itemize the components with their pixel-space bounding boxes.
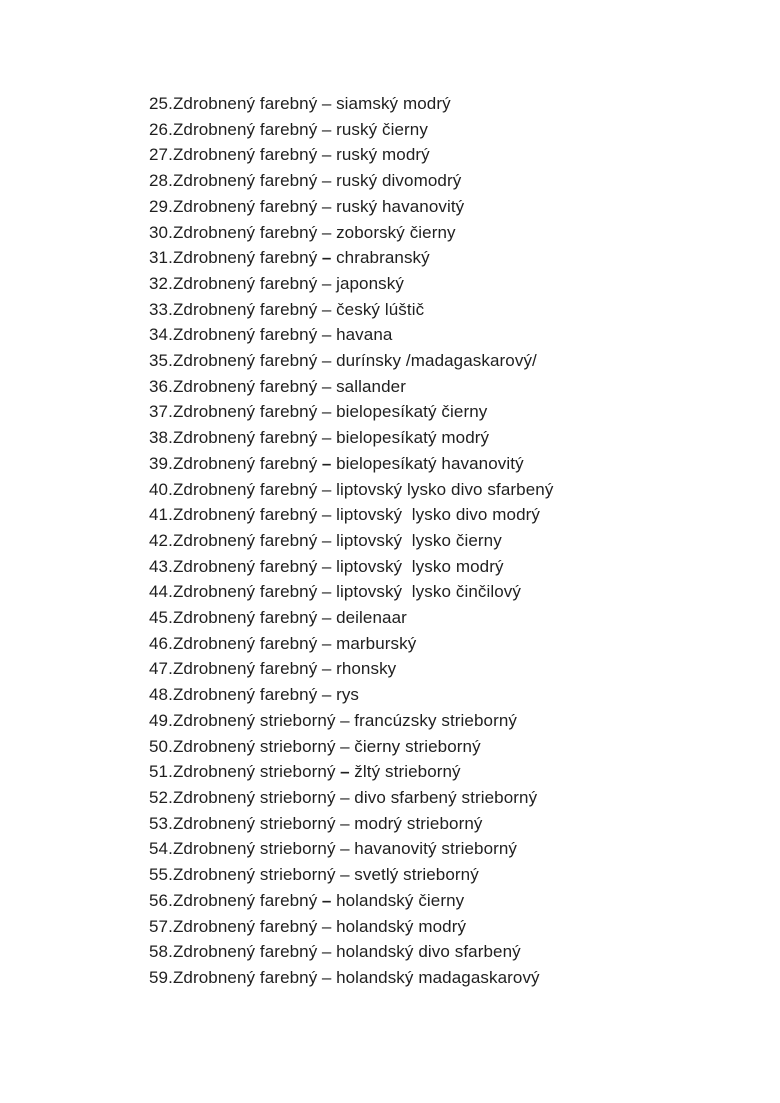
item-number: 50. <box>149 736 173 756</box>
list-item <box>149 271 553 297</box>
item-number: 49. <box>149 710 173 730</box>
item-number: 46. <box>149 633 173 653</box>
item-variant-name: rhonsky <box>336 659 397 679</box>
list-item <box>149 965 553 991</box>
item-dash-separator: – <box>321 376 332 396</box>
item-dash-separator: – <box>321 890 332 910</box>
item-dash-separator: – <box>321 273 332 293</box>
list-item <box>149 502 553 528</box>
item-variant-name: žltý strieborný <box>354 762 461 782</box>
item-number: 36. <box>149 376 173 396</box>
list-item <box>149 836 553 862</box>
item-group-label: Zdrobnený farebný <box>172 633 318 653</box>
item-variant-name: liptovský lysko činčilový <box>336 582 521 602</box>
item-group-label: Zdrobnený farebný <box>172 428 318 448</box>
list-item <box>149 528 553 554</box>
item-number: 43. <box>149 556 173 576</box>
list-item <box>149 374 553 400</box>
item-variant-name: holandský divo sfarbený <box>336 942 521 962</box>
item-variant-name: havanovitý strieborný <box>354 839 518 859</box>
item-group-label: Zdrobnený strieborný <box>172 736 336 756</box>
list-item <box>149 888 553 914</box>
item-number: 40. <box>149 479 173 499</box>
item-variant-name: ruský havanovitý <box>336 196 465 216</box>
item-dash-separator: – <box>321 633 332 653</box>
list-item <box>149 579 553 605</box>
item-number: 54. <box>149 839 173 859</box>
item-number: 25. <box>149 94 173 113</box>
item-dash-separator: – <box>321 325 332 345</box>
item-variant-name: japonský <box>336 273 404 293</box>
list-item <box>149 682 553 708</box>
item-number: 44. <box>149 582 173 602</box>
item-dash-separator: – <box>321 299 332 319</box>
item-number: 31. <box>149 248 173 268</box>
item-number: 41. <box>149 505 173 525</box>
list-item <box>149 631 553 657</box>
item-variant-name: český lúštič <box>336 299 425 319</box>
list-item <box>149 477 553 503</box>
item-dash-separator: – <box>321 428 332 448</box>
item-group-label: Zdrobnený farebný <box>172 351 318 371</box>
item-variant-name: liptovský lysko modrý <box>336 556 504 576</box>
item-group-label: Zdrobnený farebný <box>172 171 318 191</box>
item-variant-name: liptovský lysko divo sfarbený <box>336 479 554 499</box>
list-item <box>149 220 553 246</box>
item-dash-separator: – <box>321 942 332 962</box>
item-number: 28. <box>149 171 173 191</box>
item-variant-name: modrý strieborný <box>354 813 483 833</box>
list-item <box>149 811 553 837</box>
item-dash-separator: – <box>321 453 332 473</box>
item-group-label: Zdrobnený strieborný <box>172 710 336 730</box>
item-variant-name: chrabranský <box>336 248 430 268</box>
item-dash-separator: – <box>321 402 332 422</box>
list-item <box>149 168 553 194</box>
list-item <box>149 348 553 374</box>
item-number: 34. <box>149 325 173 345</box>
item-group-label: Zdrobnený farebný <box>172 505 318 525</box>
list-item <box>149 939 553 965</box>
item-group-label: Zdrobnený farebný <box>172 453 318 473</box>
list-item <box>149 194 553 220</box>
item-variant-name: ruský modrý <box>336 145 430 165</box>
list-item <box>149 759 553 785</box>
item-variant-name: ruský divomodrý <box>336 171 462 191</box>
item-group-label: Zdrobnený farebný <box>172 942 318 962</box>
item-dash-separator: – <box>340 736 350 756</box>
item-number: 58. <box>149 942 173 962</box>
item-variant-name: bielopesíkatý modrý <box>336 428 490 448</box>
item-group-label: Zdrobnený strieborný <box>172 762 336 782</box>
item-group-label: Zdrobnený farebný <box>172 94 318 113</box>
item-group-label: Zdrobnený strieborný <box>172 813 336 833</box>
list-item <box>149 656 553 682</box>
item-variant-name: marburský <box>336 633 417 653</box>
item-group-label: Zdrobnený farebný <box>172 145 318 165</box>
item-group-label: Zdrobnený farebný <box>172 967 318 987</box>
item-variant-name: liptovský lysko divo modrý <box>336 505 540 525</box>
list-item <box>149 425 553 451</box>
item-group-label: Zdrobnený farebný <box>172 556 318 576</box>
item-dash-separator: – <box>321 608 332 628</box>
item-variant-name: durínsky /madagaskarový/ <box>336 351 537 371</box>
item-variant-name: sallander <box>336 376 406 396</box>
item-group-label: Zdrobnený farebný <box>172 196 318 216</box>
list-item <box>149 862 553 888</box>
item-group-label: Zdrobnený farebný <box>172 402 318 422</box>
item-dash-separator: – <box>321 505 332 525</box>
item-group-label: Zdrobnený farebný <box>172 376 318 396</box>
item-dash-separator: – <box>340 865 350 885</box>
item-number: 51. <box>149 762 173 782</box>
item-number: 55. <box>149 865 173 885</box>
list-item <box>149 914 553 940</box>
item-group-label: Zdrobnený farebný <box>172 659 318 679</box>
item-group-label: Zdrobnený farebný <box>172 916 318 936</box>
item-variant-name: zoborský čierny <box>336 222 456 242</box>
item-dash-separator: – <box>340 813 350 833</box>
item-dash-separator: – <box>340 710 350 730</box>
list-item <box>149 785 553 811</box>
list-item <box>149 451 553 477</box>
item-number: 32. <box>149 273 173 293</box>
item-number: 42. <box>149 530 173 550</box>
list-item <box>149 554 553 580</box>
item-dash-separator: – <box>321 119 332 139</box>
item-dash-separator: – <box>321 145 332 165</box>
item-dash-separator: – <box>340 787 350 807</box>
item-variant-name: bielopesíkatý čierny <box>336 402 488 422</box>
item-variant-name: holandský modrý <box>336 916 467 936</box>
item-number: 29. <box>149 196 173 216</box>
item-number: 59. <box>149 967 173 987</box>
item-variant-name: divo sfarbený strieborný <box>354 787 538 807</box>
item-number: 30. <box>149 222 173 242</box>
item-variant-name: ruský čierny <box>336 119 428 139</box>
item-group-label: Zdrobnený farebný <box>172 582 318 602</box>
item-dash-separator: – <box>321 659 332 679</box>
item-group-label: Zdrobnený farebný <box>172 222 318 242</box>
item-group-label: Zdrobnený farebný <box>172 119 318 139</box>
item-dash-separator: – <box>321 171 332 191</box>
list-item <box>149 297 553 323</box>
item-dash-separator: – <box>321 248 332 268</box>
item-group-label: Zdrobnený strieborný <box>172 839 336 859</box>
item-number: 27. <box>149 145 173 165</box>
item-dash-separator: – <box>321 556 332 576</box>
item-group-label: Zdrobnený farebný <box>172 685 318 705</box>
list-item <box>149 734 553 760</box>
item-number: 48. <box>149 685 173 705</box>
list-item <box>149 605 553 631</box>
item-group-label: Zdrobnený strieborný <box>172 865 336 885</box>
list-item <box>149 399 553 425</box>
item-variant-name: havana <box>336 325 393 345</box>
item-dash-separator: – <box>321 196 332 216</box>
item-variant-name: rys <box>336 685 360 705</box>
item-variant-name: francúzsky strieborný <box>354 710 518 730</box>
list-item <box>149 245 553 271</box>
item-group-label: Zdrobnený farebný <box>172 299 318 319</box>
item-variant-name: holandský madagaskarový <box>336 967 540 987</box>
list-item <box>149 142 553 168</box>
item-number: 45. <box>149 608 173 628</box>
item-dash-separator: – <box>340 839 350 859</box>
item-dash-separator: – <box>321 94 332 113</box>
item-group-label: Zdrobnený strieborný <box>172 787 336 807</box>
item-number: 26. <box>149 119 173 139</box>
list-item <box>149 91 553 117</box>
item-number: 56. <box>149 890 173 910</box>
item-group-label: Zdrobnený farebný <box>172 248 318 268</box>
item-dash-separator: – <box>321 222 332 242</box>
item-dash-separator: – <box>321 967 332 987</box>
item-group-label: Zdrobnený farebný <box>172 530 318 550</box>
item-dash-separator: – <box>321 530 332 550</box>
item-dash-separator: – <box>340 762 350 782</box>
item-variant-name: svetlý strieborný <box>354 865 479 885</box>
list-item <box>149 708 553 734</box>
item-number: 53. <box>149 813 173 833</box>
item-group-label: Zdrobnený farebný <box>172 273 318 293</box>
item-group-label: Zdrobnený farebný <box>172 325 318 345</box>
item-number: 52. <box>149 787 173 807</box>
item-dash-separator: – <box>321 582 332 602</box>
list-item <box>149 117 553 143</box>
item-group-label: Zdrobnený farebný <box>172 890 318 910</box>
item-variant-name: deilenaar <box>336 608 407 628</box>
item-dash-separator: – <box>321 685 332 705</box>
item-number: 38. <box>149 428 173 448</box>
item-number: 39. <box>149 453 173 473</box>
item-dash-separator: – <box>321 479 332 499</box>
item-number: 37. <box>149 402 173 422</box>
item-variant-name: holandský čierny <box>336 890 465 910</box>
item-number: 57. <box>149 916 173 936</box>
item-variant-name: bielopesíkatý havanovitý <box>336 453 524 473</box>
item-number: 47. <box>149 659 173 679</box>
list-item <box>149 322 553 348</box>
item-variant-name: čierny strieborný <box>354 736 481 756</box>
item-number: 35. <box>149 351 173 371</box>
item-dash-separator: – <box>321 916 332 936</box>
item-variant-name: liptovský lysko čierny <box>336 530 502 550</box>
item-dash-separator: – <box>321 351 332 371</box>
item-group-label: Zdrobnený farebný <box>172 479 318 499</box>
breed-list <box>149 91 553 991</box>
item-group-label: Zdrobnený farebný <box>172 608 318 628</box>
item-number: 33. <box>149 299 173 319</box>
item-variant-name: siamský modrý <box>336 94 451 113</box>
